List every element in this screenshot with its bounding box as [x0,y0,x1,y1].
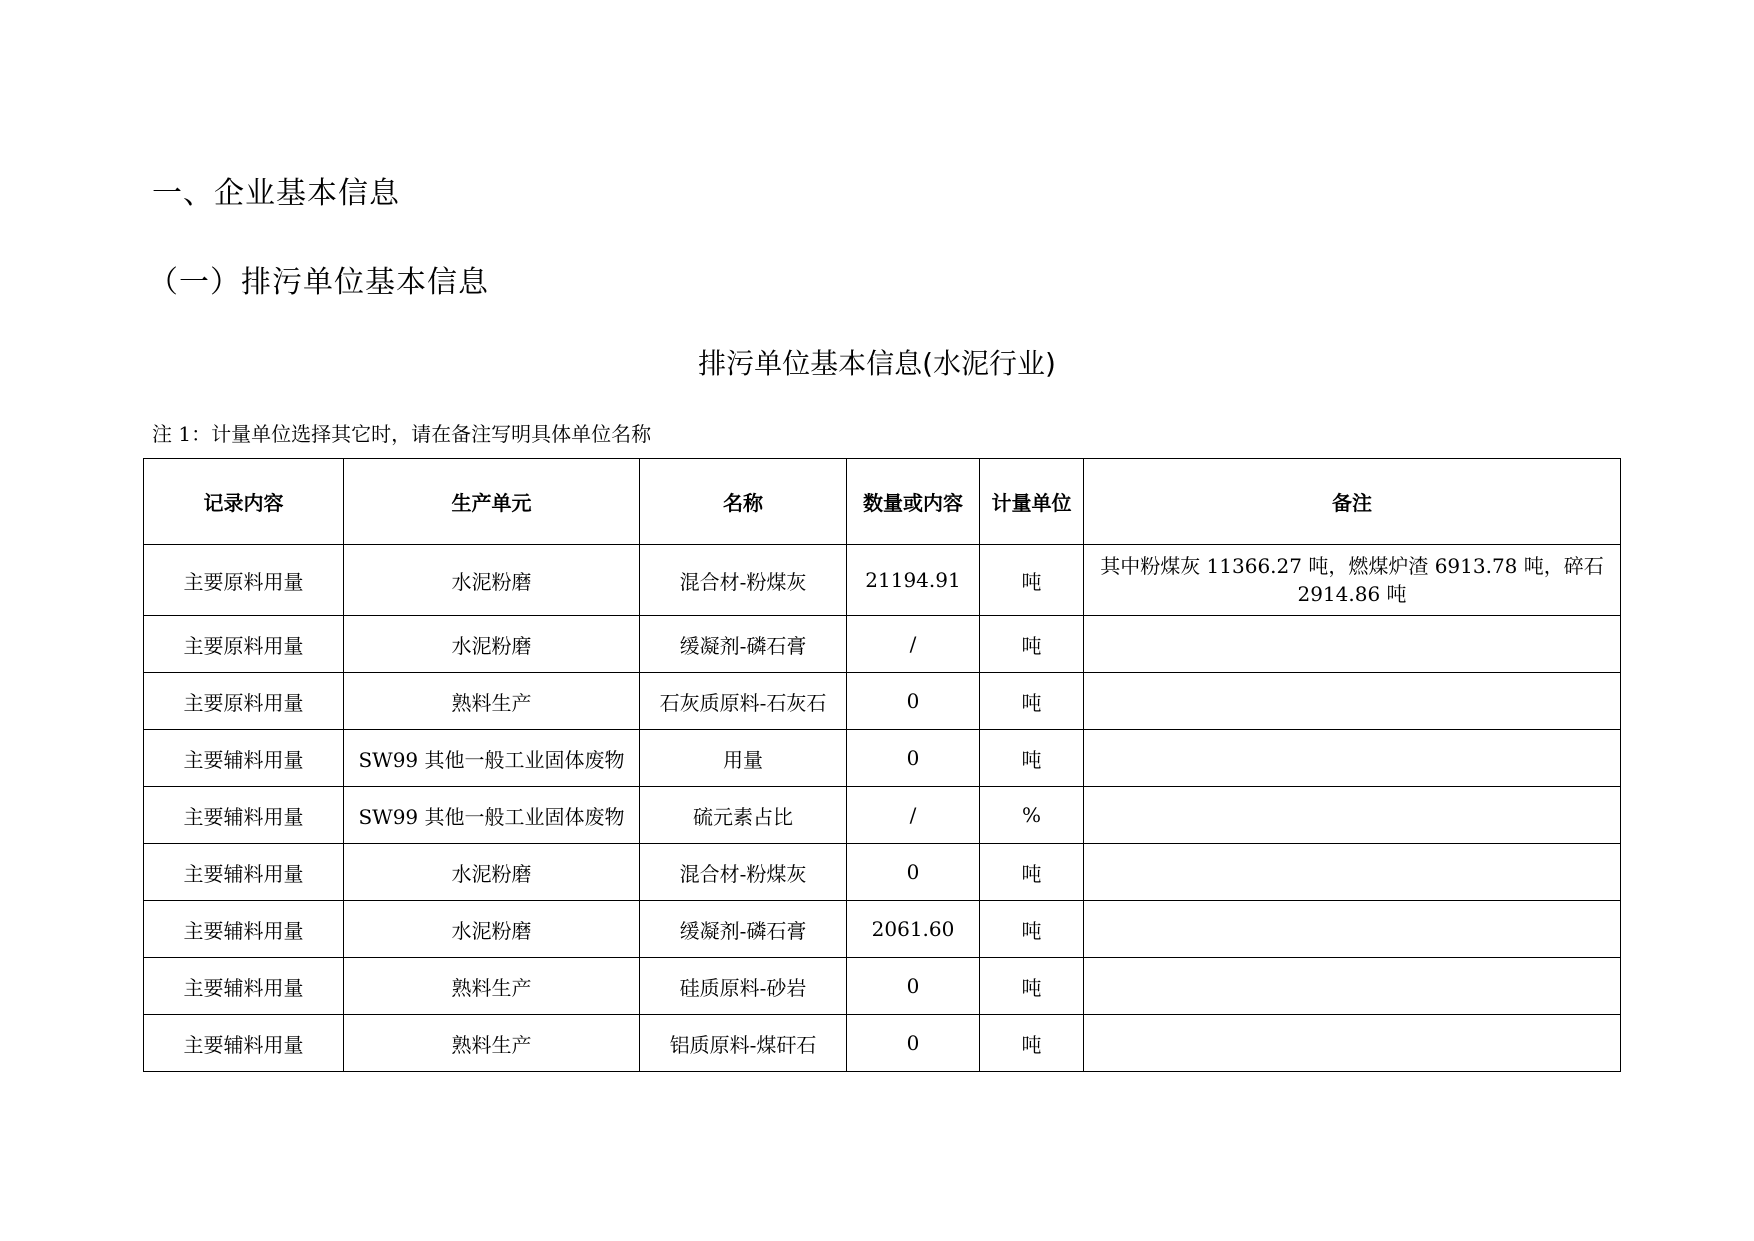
table-note: 注 1：计量单位选择其它时，请在备注写明具体单位名称 [152,422,652,446]
cell-remark [1084,844,1621,901]
cell-quantity: 0 [847,958,980,1015]
table-row [144,787,1621,844]
cell-record: 主要辅料用量 [144,901,344,958]
cell-unit: 水泥粉磨 [344,545,640,616]
table-row [144,673,1621,730]
cell-measure: 吨 [980,844,1084,901]
cell-record: 主要原料用量 [144,616,344,673]
cell-remark [1084,1015,1621,1072]
cell-record: 主要原料用量 [144,545,344,616]
table-row [144,901,1621,958]
table-title: 排污单位基本信息(水泥行业) [698,347,1056,380]
cell-name: 缓凝剂-磷石膏 [640,616,847,673]
cell-name: 混合材-粉煤灰 [640,545,847,616]
cell-remark: 其中粉煤灰 11366.27 吨，燃煤炉渣 6913.78 吨，碎石 2914.86 吨 [1084,545,1621,616]
cell-name: 石灰质原料-石灰石 [640,673,847,730]
table-row [144,958,1621,1015]
col-header-name: 名称 [640,459,847,545]
table-header-row [144,459,1621,545]
cell-remark [1084,958,1621,1015]
cell-measure: 吨 [980,730,1084,787]
cell-remark [1084,673,1621,730]
col-header-measure: 计量单位 [980,459,1084,545]
cell-unit: SW99 其他一般工业固体废物 [344,787,640,844]
table-row [144,1015,1621,1072]
cell-measure: 吨 [980,616,1084,673]
cell-measure: 吨 [980,1015,1084,1072]
info-table [143,458,1621,1072]
table-row [144,844,1621,901]
cell-quantity: 0 [847,1015,980,1072]
table-row [144,545,1621,616]
cell-record: 主要原料用量 [144,673,344,730]
cell-measure: 吨 [980,958,1084,1015]
cell-remark [1084,901,1621,958]
cell-measure: 吨 [980,545,1084,616]
col-header-record: 记录内容 [144,459,344,545]
col-header-quantity: 数量或内容 [847,459,980,545]
cell-unit: 熟料生产 [344,1015,640,1072]
cell-record: 主要辅料用量 [144,1015,344,1072]
cell-measure: % [980,787,1084,844]
cell-name: 混合材-粉煤灰 [640,844,847,901]
cell-quantity: 2061.60 [847,901,980,958]
table-row [144,616,1621,673]
cell-quantity: 0 [847,730,980,787]
cell-quantity: 0 [847,844,980,901]
cell-remark [1084,616,1621,673]
cell-record: 主要辅料用量 [144,844,344,901]
cell-quantity: / [847,616,980,673]
cell-name: 硅质原料-砂岩 [640,958,847,1015]
cell-unit: 熟料生产 [344,958,640,1015]
cell-unit: 水泥粉磨 [344,616,640,673]
cell-remark [1084,787,1621,844]
cell-remark [1084,730,1621,787]
cell-quantity: / [847,787,980,844]
section-heading: 一、企业基本信息 [152,176,400,211]
cell-unit: 水泥粉磨 [344,844,640,901]
cell-record: 主要辅料用量 [144,787,344,844]
cell-record: 主要辅料用量 [144,730,344,787]
subsection-heading: （一）排污单位基本信息 [148,265,489,300]
cell-record: 主要辅料用量 [144,958,344,1015]
cell-measure: 吨 [980,901,1084,958]
cell-unit: 熟料生产 [344,673,640,730]
cell-quantity: 0 [847,673,980,730]
col-header-remark: 备注 [1084,459,1621,545]
cell-name: 缓凝剂-磷石膏 [640,901,847,958]
cell-unit: SW99 其他一般工业固体废物 [344,730,640,787]
table-row [144,730,1621,787]
cell-unit: 水泥粉磨 [344,901,640,958]
cell-name: 硫元素占比 [640,787,847,844]
cell-quantity: 21194.91 [847,545,980,616]
cell-name: 铝质原料-煤矸石 [640,1015,847,1072]
cell-name: 用量 [640,730,847,787]
cell-measure: 吨 [980,673,1084,730]
col-header-unit: 生产单元 [344,459,640,545]
